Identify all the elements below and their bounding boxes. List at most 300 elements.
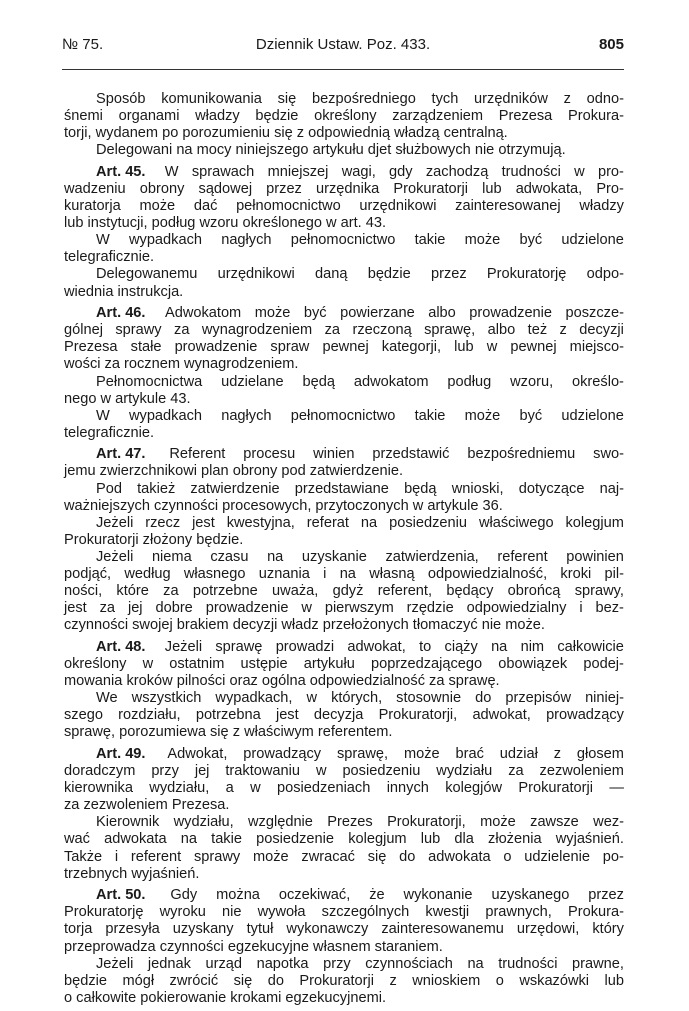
word: być bbox=[303, 305, 327, 322]
word: na bbox=[180, 831, 197, 848]
word: uzyskany bbox=[172, 921, 234, 938]
text-line bbox=[64, 600, 624, 617]
article-label: Art. 46. bbox=[96, 305, 146, 322]
word: przesyła bbox=[105, 921, 160, 938]
word: może bbox=[252, 848, 289, 865]
text-line bbox=[64, 904, 624, 921]
page-number: 805 bbox=[598, 36, 624, 53]
word: niema bbox=[151, 548, 192, 565]
word: określo- bbox=[572, 373, 624, 390]
word: prowadzenie bbox=[174, 339, 258, 356]
word: na bbox=[339, 566, 356, 583]
word: Prezesa bbox=[498, 108, 553, 125]
word: w bbox=[486, 339, 498, 356]
word: wywoła bbox=[257, 904, 306, 921]
word: urzędnikowi bbox=[359, 198, 437, 215]
word: też bbox=[527, 322, 548, 339]
line-text: przeprowadza czynności egzekucyjne własnem staraniem. bbox=[64, 938, 443, 955]
word: będzie bbox=[255, 108, 299, 125]
word: przedstawić bbox=[372, 446, 450, 463]
word: udzielone bbox=[561, 232, 624, 249]
word: Prokuratorji bbox=[518, 780, 593, 797]
word: tych bbox=[431, 91, 459, 107]
text-line bbox=[64, 425, 624, 442]
word: odpo- bbox=[586, 266, 624, 283]
word: przez bbox=[430, 266, 467, 283]
text-line bbox=[64, 831, 624, 848]
word: gdyż bbox=[332, 583, 364, 600]
word: prowadzi bbox=[275, 638, 335, 655]
word: niniej- bbox=[585, 690, 624, 707]
word: potrzebna bbox=[195, 707, 261, 724]
word: będą bbox=[302, 373, 335, 390]
text-line bbox=[64, 583, 624, 600]
word: urząd bbox=[205, 955, 242, 972]
word: będący bbox=[446, 583, 494, 600]
word: można bbox=[216, 887, 260, 904]
line-text: torji, wydanem po porozumieniu się z odpowiednią władzą centralną. bbox=[64, 125, 508, 142]
word: na bbox=[267, 548, 284, 565]
text-line bbox=[64, 780, 624, 797]
word: sprawy bbox=[115, 322, 162, 339]
word: Delegowanemu bbox=[96, 266, 198, 283]
word: zarządzeniem bbox=[392, 108, 484, 125]
text-line bbox=[64, 356, 624, 373]
word: miejsco- bbox=[569, 339, 624, 356]
word: wnioskiem bbox=[412, 972, 481, 989]
word: powinien bbox=[566, 548, 624, 565]
word: nie bbox=[222, 904, 242, 921]
word: będzie bbox=[367, 266, 411, 283]
journal-title: Dziennik Ustaw. Poz. 433. bbox=[255, 36, 431, 53]
word: brać bbox=[455, 745, 484, 762]
word: przez bbox=[266, 180, 302, 197]
word: ostatnim bbox=[169, 656, 225, 672]
text-line bbox=[64, 921, 624, 938]
text-line bbox=[64, 814, 624, 831]
word: dobre bbox=[155, 600, 193, 617]
word: kroki bbox=[560, 566, 592, 583]
text-line bbox=[64, 391, 624, 408]
word: się bbox=[367, 848, 387, 865]
word: decyzji bbox=[579, 322, 624, 339]
word: uważa, bbox=[272, 583, 319, 600]
word: pierwszym bbox=[324, 600, 394, 617]
word: całkowicie bbox=[557, 638, 624, 655]
word: ciąży bbox=[444, 638, 478, 655]
word: sądowej bbox=[198, 180, 253, 197]
word: sprawę, bbox=[336, 745, 389, 762]
word: adwokata bbox=[104, 831, 167, 848]
word: i bbox=[579, 600, 583, 617]
document-body bbox=[64, 91, 624, 1011]
word: uzyskanego bbox=[491, 887, 570, 904]
word: adwokat, bbox=[347, 638, 406, 655]
word: Adwokatom bbox=[164, 305, 242, 322]
word: może bbox=[464, 232, 501, 249]
text-line bbox=[64, 656, 624, 673]
word: nim bbox=[520, 638, 545, 655]
word: do bbox=[399, 848, 416, 865]
line-text: wiednia instrukcja. bbox=[64, 283, 184, 300]
article-46 bbox=[64, 305, 624, 442]
word: nagłych bbox=[221, 232, 272, 249]
header-rule bbox=[62, 69, 624, 70]
article-label: Art. 50. bbox=[96, 887, 146, 904]
word: się bbox=[233, 972, 253, 989]
paragraph bbox=[64, 142, 624, 159]
word: po- bbox=[602, 848, 624, 865]
word: W bbox=[96, 407, 110, 424]
word: naj- bbox=[599, 480, 624, 497]
word: adwokatom bbox=[353, 373, 429, 390]
word: wyroku bbox=[159, 904, 206, 921]
word: kolegjum bbox=[348, 831, 407, 848]
word: przepisów bbox=[505, 690, 572, 707]
word: może bbox=[254, 305, 291, 322]
word: udzielane bbox=[221, 373, 284, 390]
word: artykułu bbox=[303, 656, 355, 672]
paragraph bbox=[64, 814, 624, 882]
word: kierownika bbox=[64, 780, 133, 797]
paragraph bbox=[64, 164, 624, 232]
text-line bbox=[64, 956, 624, 973]
text-line bbox=[64, 515, 624, 532]
word: dla bbox=[454, 831, 474, 848]
word: We bbox=[96, 690, 118, 707]
text-line bbox=[64, 249, 624, 266]
word: lub bbox=[454, 339, 474, 356]
word: czynnościach bbox=[365, 955, 453, 972]
article-45 bbox=[64, 164, 624, 301]
word: takież bbox=[137, 480, 176, 497]
article-50 bbox=[64, 887, 624, 1007]
word: za bbox=[508, 763, 524, 780]
text-line bbox=[64, 463, 624, 480]
word: Prokuratorję bbox=[64, 904, 144, 921]
word: zatwierdzenie bbox=[190, 480, 280, 497]
word: na bbox=[491, 638, 508, 655]
word: przez bbox=[588, 887, 624, 904]
text-line bbox=[64, 849, 624, 866]
word: obowiązek bbox=[498, 656, 568, 672]
word: w bbox=[315, 763, 327, 780]
word: posiedzeniach bbox=[277, 780, 371, 797]
word: bez- bbox=[595, 600, 624, 617]
word: referat bbox=[306, 514, 349, 531]
word: albo bbox=[487, 322, 516, 339]
paragraph bbox=[64, 232, 624, 266]
word: za bbox=[324, 322, 341, 339]
word: komunikowania bbox=[161, 91, 262, 107]
word: Sposób bbox=[96, 91, 146, 107]
word: rzeczoną bbox=[352, 322, 412, 339]
word: uzyskanie bbox=[301, 548, 367, 565]
word: decyzja bbox=[313, 707, 364, 724]
word: Pro- bbox=[596, 180, 624, 197]
text-line bbox=[64, 973, 624, 990]
word: stałe bbox=[130, 339, 162, 356]
word: jej bbox=[127, 600, 143, 617]
text-line bbox=[64, 990, 624, 1007]
word: stosownie bbox=[396, 690, 462, 707]
word: W bbox=[96, 232, 110, 249]
word: wskazówki bbox=[519, 972, 590, 989]
word: gdy bbox=[389, 163, 413, 180]
word: gólnej bbox=[64, 322, 103, 339]
word: obrony bbox=[139, 180, 185, 197]
word: Gdy bbox=[170, 887, 198, 904]
word: do bbox=[475, 690, 492, 707]
paragraph bbox=[64, 446, 624, 480]
word: w bbox=[142, 656, 154, 672]
paragraph bbox=[64, 481, 624, 515]
word: wypadkach bbox=[128, 232, 202, 249]
word: takie bbox=[211, 831, 242, 848]
word: głosem bbox=[576, 745, 624, 762]
word: wagi, bbox=[341, 163, 376, 180]
text-line bbox=[64, 724, 624, 741]
word: dotyczące bbox=[518, 480, 585, 497]
word: doradczym bbox=[64, 763, 136, 780]
text-line bbox=[64, 125, 624, 142]
word: swo- bbox=[593, 446, 624, 463]
word: wypadkach bbox=[128, 407, 202, 424]
word: w bbox=[301, 600, 312, 617]
word: kwestyjna, bbox=[226, 514, 295, 531]
paragraph bbox=[64, 549, 624, 634]
word: tytuł bbox=[246, 921, 274, 938]
word: adwokata bbox=[428, 848, 491, 865]
paragraph bbox=[64, 690, 624, 741]
text-line bbox=[64, 673, 624, 690]
line-text: ważniejszych czynności procesowych, przytoczonych w artykule 36. bbox=[64, 497, 503, 514]
word: pełnomocnictwo bbox=[290, 407, 396, 424]
word: rzecz bbox=[145, 514, 181, 531]
word: dać bbox=[193, 198, 218, 215]
word: do bbox=[267, 972, 284, 989]
word: względnie bbox=[248, 814, 313, 831]
word: Prokura- bbox=[567, 904, 624, 921]
word: takie bbox=[414, 232, 446, 249]
word: których, bbox=[331, 690, 383, 707]
word: poprzedzającego bbox=[370, 656, 483, 672]
line-text: czynności swojej brakiem decyzji władz przełożonych tłomaczyć nie może. bbox=[64, 617, 545, 634]
text-line bbox=[64, 549, 624, 566]
word: być bbox=[519, 407, 543, 424]
line-text: wości za rocznem wynagrodzeniem. bbox=[64, 356, 299, 373]
word: rozdziału, bbox=[118, 707, 181, 724]
word: Prokura- bbox=[567, 108, 624, 125]
line-text: trzebnych wyjaśnień. bbox=[64, 865, 200, 882]
word: urzędnikowi bbox=[217, 266, 295, 283]
word: jednak bbox=[147, 955, 191, 972]
word: zezwoleniem bbox=[539, 763, 624, 780]
paragraph bbox=[64, 408, 624, 442]
line-text: mowania kroków pilności oraz ogólna odpowiedzialność za sprawę. bbox=[64, 673, 500, 690]
word: a bbox=[225, 780, 234, 797]
text-line bbox=[64, 617, 624, 634]
line-text: za zezwoleniem Prezesa. bbox=[64, 797, 230, 814]
word: może bbox=[139, 198, 176, 215]
word: za bbox=[99, 600, 116, 617]
word: prowadzący bbox=[546, 707, 624, 724]
word: rzędzie bbox=[406, 600, 454, 617]
word: posiedzenie bbox=[256, 831, 335, 848]
word: podej- bbox=[583, 656, 624, 672]
word: Jeżeli bbox=[96, 955, 134, 972]
word: sprawach bbox=[191, 163, 255, 180]
word: lub bbox=[482, 180, 502, 197]
word: prawnych, bbox=[485, 904, 552, 921]
word: Referent bbox=[169, 446, 226, 463]
text-line bbox=[64, 266, 624, 283]
word: prowadzenie bbox=[205, 600, 289, 617]
word: może bbox=[403, 745, 440, 762]
word: adwokat, bbox=[472, 707, 531, 724]
line-text: telegraficznie. bbox=[64, 424, 155, 441]
word: właściwego bbox=[478, 514, 554, 531]
word: o bbox=[503, 848, 512, 865]
paragraph bbox=[64, 956, 624, 1007]
word: zatwierdzenia, bbox=[385, 548, 479, 565]
word: wez- bbox=[593, 814, 624, 831]
text-line bbox=[64, 305, 624, 322]
word: zawsze bbox=[530, 814, 579, 831]
text-line bbox=[64, 481, 624, 498]
text-line bbox=[64, 446, 624, 463]
word: pro- bbox=[597, 163, 624, 180]
word: które bbox=[116, 583, 149, 600]
word: udzielenie bbox=[524, 848, 591, 865]
line-text: nego w artykule 43. bbox=[64, 390, 191, 407]
word: ustępie bbox=[240, 656, 288, 672]
text-line bbox=[64, 887, 624, 904]
word: referent, bbox=[377, 583, 433, 600]
article-label: Art. 49. bbox=[96, 745, 146, 762]
word: referent bbox=[497, 548, 548, 565]
text-line bbox=[64, 164, 624, 181]
word: z bbox=[389, 972, 397, 989]
word: wydziału, bbox=[173, 814, 234, 831]
word: mniejszej bbox=[267, 163, 329, 180]
text-line bbox=[64, 374, 624, 391]
word: sprawy bbox=[193, 848, 241, 865]
word: posiedzeniu bbox=[389, 514, 467, 531]
page-header bbox=[62, 36, 624, 58]
word: wypadkach, bbox=[215, 690, 293, 707]
article-49 bbox=[64, 746, 624, 883]
paragraph bbox=[64, 266, 624, 300]
word: według bbox=[124, 566, 171, 583]
word: zainteresowanej bbox=[455, 198, 561, 215]
word: oczekiwać, bbox=[278, 887, 351, 904]
word: który bbox=[592, 921, 624, 938]
word: trudności bbox=[501, 163, 561, 180]
word: wynagrodzeniem bbox=[201, 322, 313, 339]
word: może bbox=[480, 814, 516, 831]
word: wyjaśnień. bbox=[555, 831, 624, 848]
word: takie bbox=[414, 407, 446, 424]
word: złożenia bbox=[488, 831, 542, 848]
word: jest bbox=[64, 600, 87, 617]
word: odpowiedzialność, bbox=[427, 566, 548, 583]
text-line bbox=[64, 232, 624, 249]
word: jej bbox=[194, 763, 210, 780]
text-line bbox=[64, 215, 624, 232]
word: sprawy, bbox=[574, 583, 624, 600]
word: pewnej bbox=[510, 339, 557, 356]
line-text: lub instytucji, podług wzoru określonego w art. 43. bbox=[64, 215, 387, 232]
word: wadzeniu bbox=[64, 180, 126, 197]
word: i bbox=[323, 566, 327, 583]
word: innych bbox=[386, 780, 429, 797]
text-line bbox=[64, 532, 624, 549]
word: Jeżeli bbox=[96, 514, 134, 531]
word: kwestji bbox=[425, 904, 470, 921]
word: Adwokat, bbox=[167, 745, 228, 762]
word: Prokuratorji, bbox=[387, 814, 466, 831]
word: na bbox=[467, 955, 484, 972]
word: trudności bbox=[498, 955, 558, 972]
word: w bbox=[306, 690, 318, 707]
text-line bbox=[64, 498, 624, 515]
word: Pełnomocnictwa bbox=[96, 373, 203, 390]
line-text: Prokuratorji złożony będzie. bbox=[64, 531, 244, 548]
word: urzędników bbox=[474, 91, 548, 107]
word: określony bbox=[64, 656, 127, 672]
word: śnemi bbox=[64, 108, 103, 125]
word: lub bbox=[420, 831, 441, 848]
word: Jeżeli bbox=[164, 638, 203, 655]
word: udział bbox=[499, 745, 538, 762]
word: daną bbox=[314, 266, 348, 283]
word: o bbox=[495, 972, 504, 989]
word: w bbox=[250, 780, 261, 797]
word: wykonawczy bbox=[286, 921, 369, 938]
text-line bbox=[64, 408, 624, 425]
word: nagłych bbox=[221, 407, 272, 424]
word: wydziału bbox=[436, 763, 493, 780]
word: bezpośredniemu bbox=[467, 446, 576, 463]
paragraph bbox=[64, 639, 624, 690]
word: szczególnych bbox=[321, 904, 410, 921]
word: pełnomocnictwo bbox=[290, 232, 396, 249]
word: pil- bbox=[604, 566, 624, 583]
word: lub bbox=[604, 972, 624, 989]
line-text: sprawę, porozumiewa się z właściwym referentem. bbox=[64, 724, 393, 741]
word: odpowiedzialny bbox=[466, 600, 567, 617]
word: obrońcą bbox=[507, 583, 561, 600]
text-line bbox=[64, 690, 624, 707]
word: wykonanie bbox=[403, 887, 473, 904]
word: torja bbox=[64, 921, 93, 938]
word: ności, bbox=[64, 583, 103, 600]
word: z bbox=[563, 91, 571, 107]
line-text: o całkowite pokierowanie krokami egzekucyjnemi. bbox=[64, 989, 387, 1006]
word: Pod bbox=[96, 480, 122, 497]
word: poszcze- bbox=[565, 305, 624, 322]
word: prowadzący bbox=[243, 745, 322, 762]
text-block bbox=[64, 91, 624, 159]
text-line bbox=[64, 746, 624, 763]
word: pełnomocnictwo bbox=[236, 198, 341, 215]
word: na bbox=[360, 514, 378, 531]
text-line bbox=[64, 181, 624, 198]
line-text: jemu zwierzchnikowi plan obrony pod zatwierdzenie. bbox=[64, 463, 404, 480]
word: Prokuratorji bbox=[299, 972, 375, 989]
word: — bbox=[609, 780, 624, 797]
